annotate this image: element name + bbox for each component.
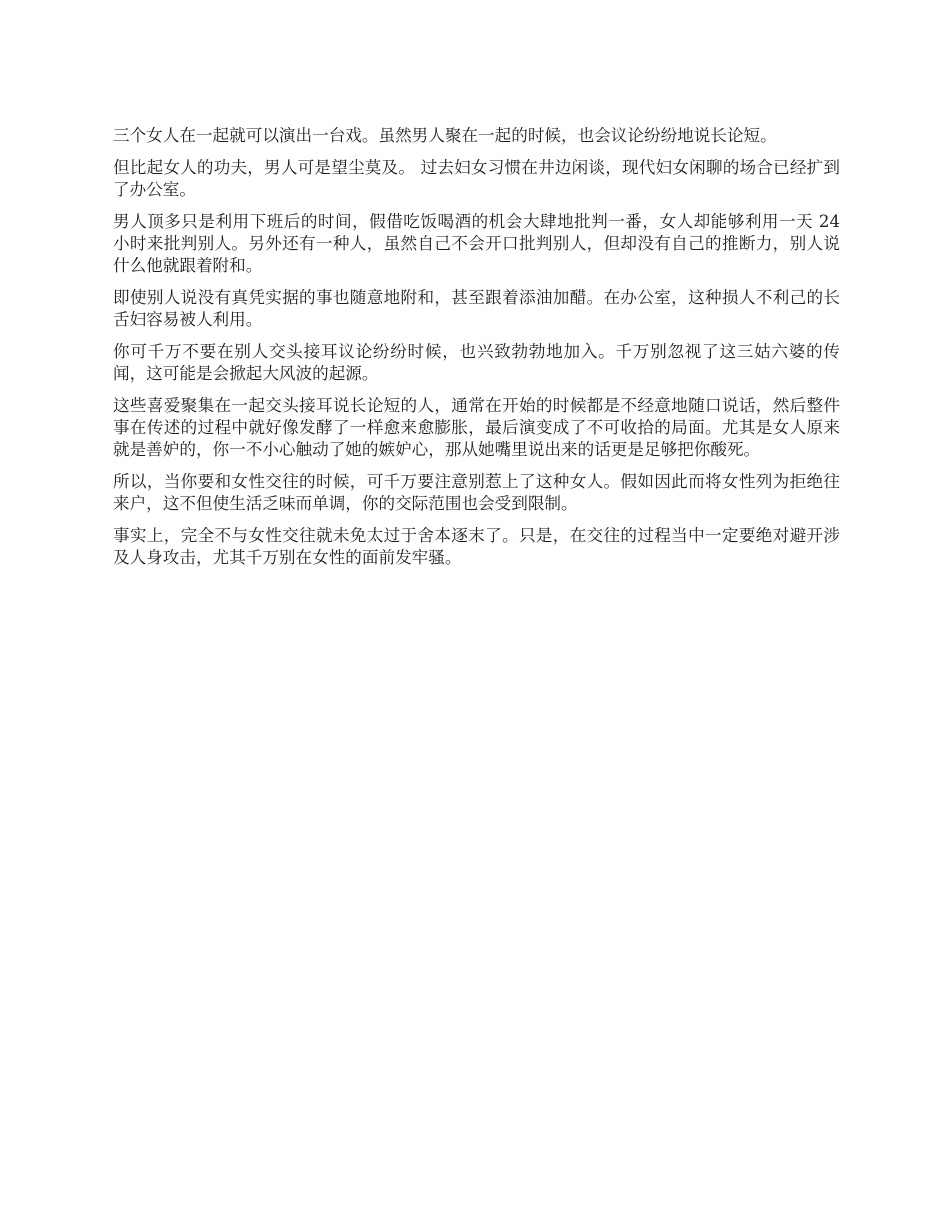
paragraph-2: 但比起女人的功夫，男人可是望尘莫及。 过去妇女习惯在井边闲谈，现代妇女闲聊的场合已经扩到了办公室。 <box>113 158 840 199</box>
paragraph-8: 事实上，完全不与女性交往就未免太过于舍本逐末了。只是，在交往的过程当中一定要绝对避开涉及人身攻击，尤其千万别在女性的面前发牢骚。 <box>113 526 840 567</box>
paragraph-3: 男人顶多只是利用下班后的时间，假借吃饭喝酒的机会大肆地批判一番，女人却能够利用一天 24 小时来批判别人。另外还有一种人，虽然自己不会开口批判别人，但却没有自己的推断力，别人说什么他就跟着附和。 <box>113 212 840 275</box>
paragraph-4: 即使别人说没有真凭实据的事也随意地附和，甚至跟着添油加醋。在办公室，这种损人不利己的长舌妇容易被人利用。 <box>113 288 840 329</box>
paragraph-7: 所以，当你要和女性交往的时候，可千万要注意别惹上了这种女人。假如因此而将女性列为拒绝往来户，这不但使生活乏味而单调，你的交际范围也会受到限制。 <box>113 472 840 513</box>
document-body <box>113 125 840 579</box>
paragraph-5: 你可千万不要在别人交头接耳议论纷纷时候，也兴致勃勃地加入。千万别忽视了这三姑六婆的传闻，这可能是会掀起大风波的起源。 <box>113 342 840 383</box>
paragraph-1: 三个女人在一起就可以演出一台戏。虽然男人聚在一起的时候，也会议论纷纷地说长论短。 <box>113 126 777 145</box>
paragraph-6: 这些喜爱聚集在一起交头接耳说长论短的人，通常在开始的时候都是不经意地随口说话，然后整件事在传述的过程中就好像发酵了一样愈来愈膨胀，最后演变成了不可收拾的局面。尤其是女人原来就是善妒的，你一不小心触动了她的嫉妒心，那从她嘴里说出来的话更是足够把你酸死。 <box>113 396 840 459</box>
